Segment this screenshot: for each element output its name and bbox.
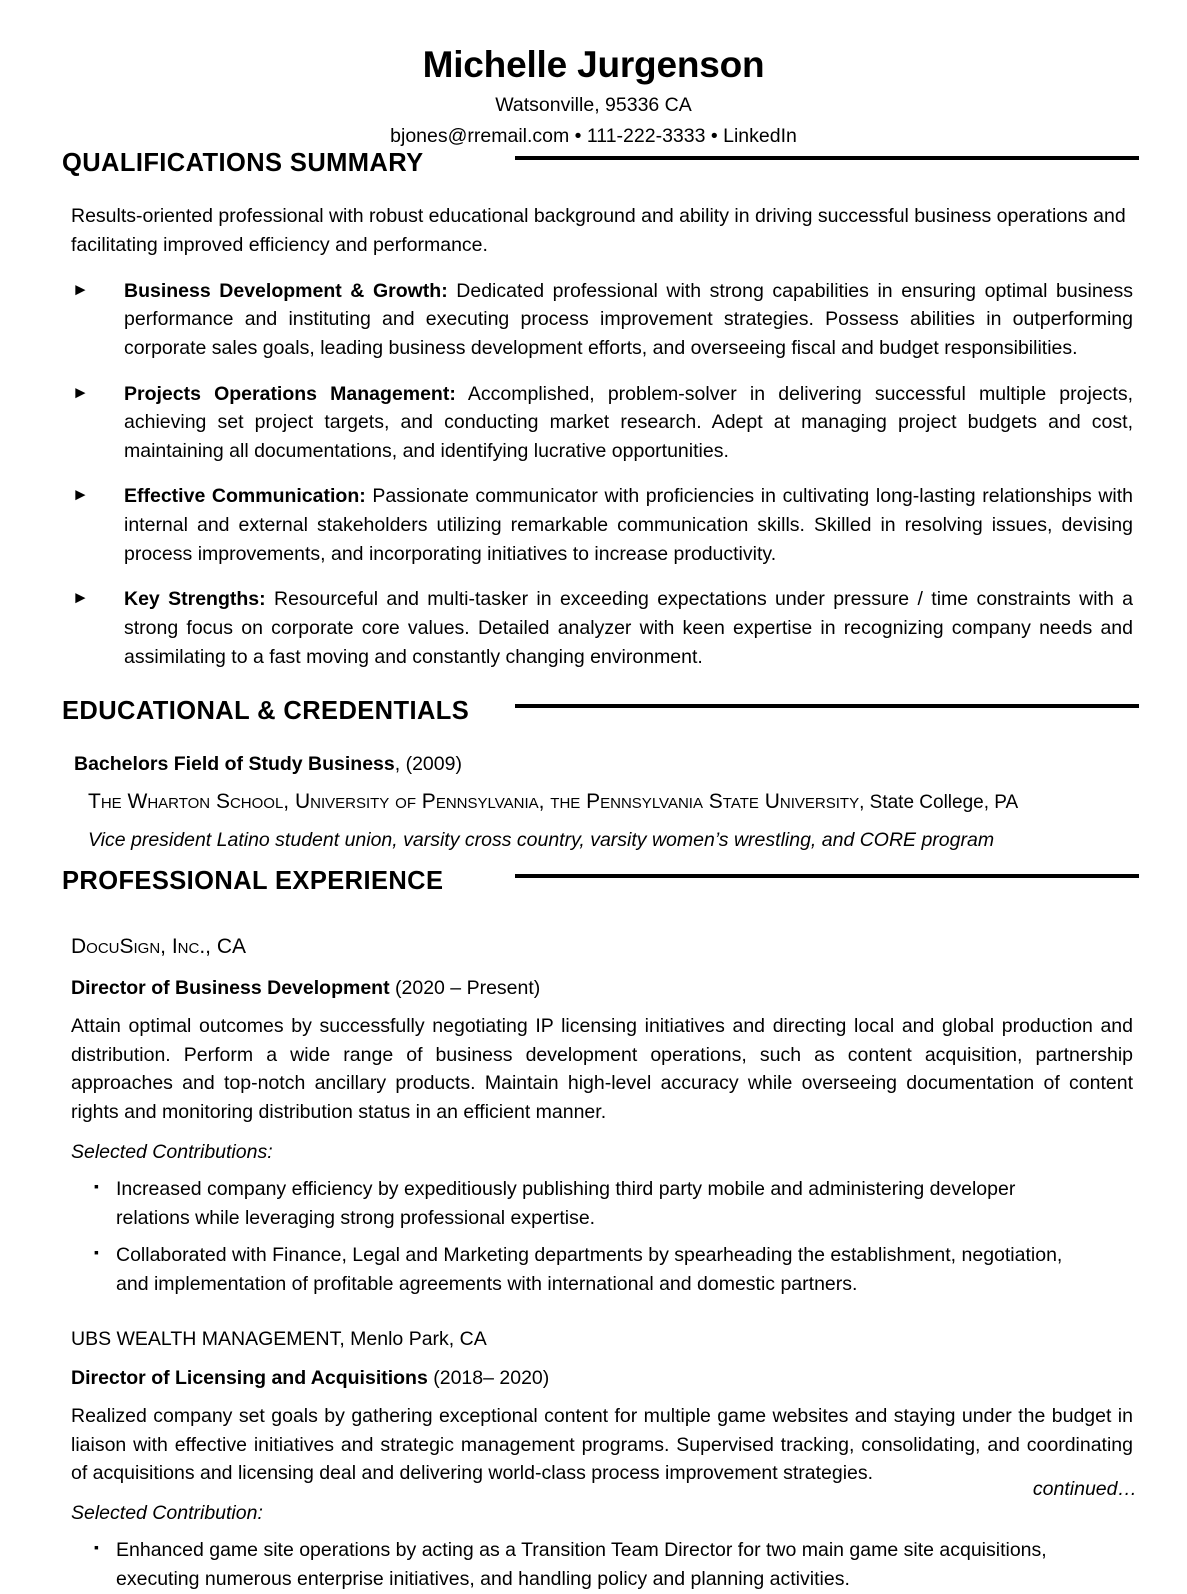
job-description: Realized company set goals by gathering exceptional content for multiple game websites and staying under the budget in liaison with effective initiatives and strategic management programs. Supervised tracking, consolidating, and coordinating of acquisitions and licensing deal and delivering world-class process improvement strategies. <box>71 1405 1133 1485</box>
section-header-qualifications <box>48 148 1139 188</box>
bullet-label: Business Development & Growth: <box>124 279 448 302</box>
square-bullet-icon: ▪ <box>94 1539 99 1556</box>
candidate-contact-line: bjones@rremail.com • 111-222-3333 • LinkedIn <box>390 124 797 147</box>
bullet-text: Dedicated professional with strong capabilities in ensuring optimal business performance and instituting and executing process improvement strategies. Possess abilities in outperforming corporate sales goals, leading business development efforts, and overseeing fiscal and budget responsibilities. <box>124 279 1134 359</box>
candidate-location: Watsonville, 95336 CA <box>495 94 692 117</box>
list-item <box>48 482 1139 568</box>
contribution-text: Enhanced game site operations by acting as a Transition Team Director for two main game site acquisitions, executing numerous enterprise initiatives, and handling policy and planning activities. <box>116 1539 1047 1591</box>
qualifications-bullet-list <box>48 277 1139 672</box>
contributions-label: Selected Contribution: <box>71 1502 263 1525</box>
job-title: Director of Licensing and Acquisitions <box>71 1366 428 1389</box>
job-contributions-list <box>48 1536 1139 1593</box>
bullet-label: Effective Communication: <box>124 485 366 508</box>
section-header-education <box>48 696 1139 736</box>
continued-footer: continued… <box>1032 1477 1137 1500</box>
list-item <box>48 277 1139 363</box>
bullet-label: Key Strengths: <box>124 588 266 611</box>
triangle-bullet-icon: ► <box>72 485 89 505</box>
list-item <box>48 1241 1139 1298</box>
job-dates: (2020 – Present) <box>389 976 541 999</box>
list-item <box>48 585 1139 671</box>
education-school <box>88 787 1139 817</box>
job-title-line <box>71 1364 1139 1392</box>
bullet-label: Projects Operations Management: <box>124 382 456 405</box>
triangle-bullet-icon: ► <box>72 279 89 299</box>
job-contributions-list <box>48 1175 1139 1299</box>
company-name: DocuSign, Inc., CA <box>71 935 247 959</box>
section-rule <box>515 704 1139 708</box>
square-bullet-icon: ▪ <box>94 1244 99 1261</box>
education-activities: Vice president Latino student union, varsity cross country, varsity women’s wrestling, and CORE program <box>88 829 995 852</box>
job-description: Attain optimal outcomes by successfully negotiating IP licensing initiatives and directing local and global production and distribution. Perform a wide range of business development operations, such as content acquisition, partnership approaches and top-notch ancillary products. Maintain high-level accuracy while overseeing documentation of content rights and monitoring distribution status in an efficient manner. <box>71 1015 1133 1124</box>
job-title: Director of Business Development <box>71 976 390 999</box>
triangle-bullet-icon: ► <box>72 382 89 402</box>
section-title-education: EDUCATIONAL & CREDENTIALS <box>62 697 470 726</box>
section-rule <box>515 874 1139 878</box>
section-rule <box>515 156 1139 160</box>
job-title-line <box>71 974 1139 1002</box>
degree-year: , (2009) <box>394 753 462 776</box>
list-item <box>48 380 1139 466</box>
list-item <box>48 1175 1139 1232</box>
list-item <box>48 1536 1139 1593</box>
square-bullet-icon: ▪ <box>94 1177 99 1194</box>
experience-entry <box>48 1325 1139 1594</box>
bullet-text: Resourceful and multi-tasker in exceeding expectations under pressure / time constraints with a strong focus on corporate core values. Detailed analyzer with keen expertise in recognizing company needs and assimilating to a fast moving and constantly changing environment. <box>124 588 1133 668</box>
degree-name: Bachelors Field of Study Business <box>74 753 395 776</box>
resume-header <box>48 44 1139 148</box>
qualifications-intro: Results-oriented professional with robust educational background and ability in driving successful business operations and facilitating improved efficiency and performance. <box>71 205 1126 256</box>
school-location: , State College, PA <box>859 791 1019 813</box>
contribution-text: Collaborated with Finance, Legal and Marketing departments by spearheading the establishment, negotiation, and implementation of profitable agreements with international and domestic partners. <box>116 1244 1063 1295</box>
job-dates: (2018– 2020) <box>427 1366 550 1389</box>
job-company <box>71 932 1139 962</box>
section-title-experience: PROFESSIONAL EXPERIENCE <box>62 867 444 896</box>
section-title-qualifications: QUALIFICATIONS SUMMARY <box>62 149 424 178</box>
job-company: UBS WEALTH MANAGEMENT, Menlo Park, CA <box>71 1327 487 1350</box>
triangle-bullet-icon: ► <box>72 588 89 608</box>
candidate-name: Michelle Jurgenson <box>422 44 765 85</box>
contribution-text: Increased company efficiency by expeditiously publishing third party mobile and administering developer relations while leveraging strong professional expertise. <box>116 1177 1016 1229</box>
contributions-label: Selected Contributions: <box>71 1140 273 1163</box>
bullet-text: Passionate communicator with proficiencies in cultivating long-lasting relationships with internal and external stakeholders utilizing remarkable communication skills. Skilled in resolving issues, devising process improvements, and incorporating initiatives to increase productivity. <box>124 485 1133 565</box>
school-name: The Wharton School, University of Pennsylvania, the Pennsylvania State University <box>88 789 860 813</box>
experience-entry <box>48 932 1139 1298</box>
education-degree <box>74 750 1139 778</box>
section-header-experience <box>48 866 1139 906</box>
bullet-text: Accomplished, problem-solver in delivering successful multiple projects, achieving set project targets, and conducting market research. Adept at managing project budgets and cost, maintaining all documentations, and identifying lucrative opportunities. <box>124 382 1133 462</box>
